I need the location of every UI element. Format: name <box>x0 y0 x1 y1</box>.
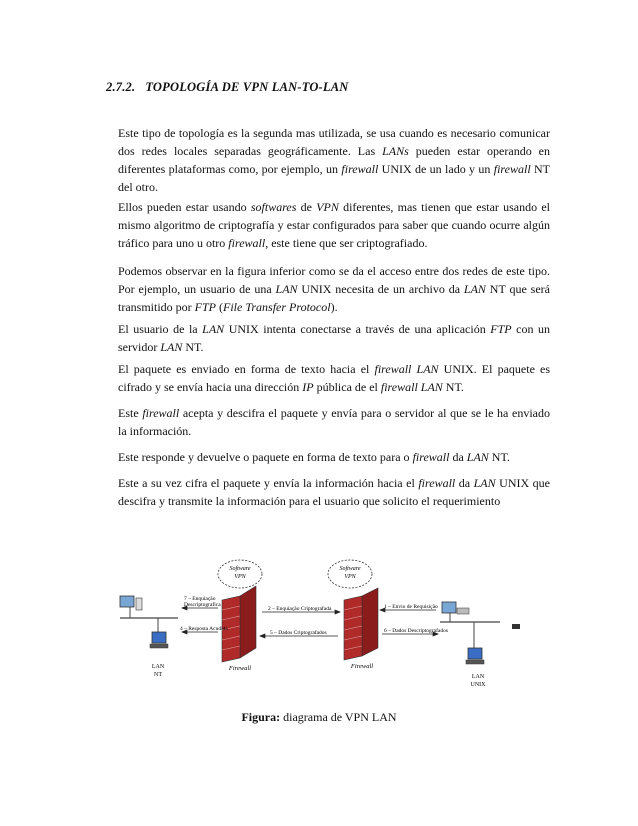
text-run: NT. <box>182 340 204 354</box>
text-run: ( <box>216 300 224 314</box>
italic-term: LAN <box>275 282 298 296</box>
vpn-diagram <box>100 556 540 696</box>
italic-term: LAN <box>473 476 496 490</box>
figure-caption <box>0 710 638 725</box>
cloud-right <box>328 560 372 588</box>
cloud-left-line2: VPN <box>234 574 246 580</box>
text-run: Este tipo de topología es la segunda mas utilizada, se usa cuando es necesario comunicar dos redes locales separadas geográficamente. Las <box>118 126 550 158</box>
text-run: Este responde y devuelve o paquete en forma de texto para o <box>118 450 413 464</box>
lan-left-network <box>120 596 178 678</box>
italic-term: LAN <box>160 340 183 354</box>
arrow-6: 6 – Dados Descriptografados <box>384 628 448 634</box>
italic-term: firewall <box>418 476 456 490</box>
arrow-7-line2: Descriptografica <box>184 602 221 608</box>
text-run: NT que será transmitido por <box>118 282 550 314</box>
firewall-left-label: Firewall <box>228 665 252 672</box>
text-run: ). <box>330 300 338 314</box>
text-run: El paquete es enviado en forma de texto hacia el <box>118 362 375 376</box>
text-run: UNIX intenta conectarse a través de una aplicación <box>224 322 491 336</box>
text-run: este tiene que ser criptografiado. <box>268 236 428 250</box>
firewall-right-label: Firewall <box>350 663 374 670</box>
section-heading <box>106 80 349 95</box>
firewall-right <box>344 588 378 670</box>
italic-term: firewall <box>374 362 412 376</box>
text-run: Este <box>118 406 143 420</box>
section-title: TOPOLOGÍA DE VPN LAN-TO-LAN <box>145 80 349 94</box>
italic-term: LAN <box>416 362 439 376</box>
italic-term: LANs <box>382 144 409 158</box>
italic-term: firewall <box>493 162 531 176</box>
paragraph-8 <box>118 474 550 510</box>
text-run: da <box>455 476 474 490</box>
text-run: UNIX de un lado y un <box>378 162 494 176</box>
arrow-4: 4 – Resposta Acudida <box>180 626 228 632</box>
cloud-left-line1: Software <box>229 566 251 572</box>
text-run: da <box>449 450 467 464</box>
text-run: acepta y descifra el paquete y envía para o servidor al que se le ha enviado la información. <box>118 406 550 438</box>
text-run: UNIX. El paquete es cifrado y se envía hacia una dirección <box>118 362 551 394</box>
section-number: 2.7.2. <box>106 80 136 94</box>
italic-term: firewall LAN <box>380 380 443 394</box>
paragraph-5 <box>118 360 550 396</box>
cloud-left <box>218 560 262 588</box>
server-icon <box>136 598 142 610</box>
text-run: NT del otro. <box>118 162 551 194</box>
arrow-5: 5 – Dados Criptografados <box>270 630 327 636</box>
arrow-1: 1 – Envio de Requisição <box>384 604 438 610</box>
italic-term: firewall <box>412 450 450 464</box>
caption-text: diagrama de VPN LAN <box>280 710 397 724</box>
lan-right-line2: UNIX <box>470 682 486 688</box>
text-run: El usuario de la <box>118 322 203 336</box>
paragraph-3 <box>118 262 550 316</box>
text-run: Podemos observar en la figura inferior como se da el acceso entre dos redes de este tipo. Por ejemplo, un usuario de una <box>118 264 550 296</box>
italic-term: IP <box>302 380 314 394</box>
arrow-7-line1: 7 – Enquiação <box>184 596 216 602</box>
text-run: NT. <box>442 380 464 394</box>
italic-term: VPN <box>316 200 339 214</box>
text-run: pública de el <box>313 380 381 394</box>
italic-term: File Transfer Protocol <box>223 300 331 314</box>
computer-icon <box>468 648 482 659</box>
italic-term: firewall <box>142 406 180 420</box>
arrow-2: 2 – Enquiação Criptografada <box>268 606 332 612</box>
lan-right-line1: LAN <box>471 674 485 680</box>
text-run: UNIX necesita de un archivo da <box>297 282 464 296</box>
computer-icon <box>120 596 134 607</box>
italic-term: FTP <box>194 300 217 314</box>
cloud-right-line1: Software <box>339 566 361 572</box>
lan-left-line2: NT <box>154 672 162 678</box>
italic-term: LAN <box>466 450 489 464</box>
italic-term: firewall, <box>228 236 269 250</box>
text-run: Este a su vez cifra el paquete y envía la información hacia el <box>118 476 419 490</box>
text-run: pueden estar operando en diferentes plataformas como, por ejemplo, un <box>118 144 550 176</box>
text-run: Ellos pueden estar usando <box>118 200 251 214</box>
text-run: UNIX que descifra y transmite la información para el usuario que solicito el requerimiento <box>118 476 550 508</box>
computer-icon <box>442 602 456 613</box>
paragraph-6 <box>118 404 550 440</box>
italic-term: softwares <box>250 200 297 214</box>
text-run: NT. <box>488 450 510 464</box>
lan-right-network <box>440 602 520 688</box>
text-run: de <box>296 200 317 214</box>
caption-label: Figura: <box>241 710 281 724</box>
device-icon <box>512 624 520 629</box>
paragraph-7 <box>118 448 550 466</box>
cloud-right-line2: VPN <box>344 574 356 580</box>
paragraph-4 <box>118 320 550 356</box>
lan-left-line1: LAN <box>151 664 165 670</box>
printer-icon <box>457 608 469 614</box>
text-run: diferentes, mas tienen que estar usando el mismo algoritmo de criptografía y estar configurados para saber que cuando ocurre algún tráfico para uno u otro <box>118 200 551 250</box>
italic-term: FTP <box>490 322 512 336</box>
text-run: con un servidor <box>118 322 551 354</box>
paragraph-1 <box>118 124 550 196</box>
paragraph-2 <box>118 198 550 252</box>
italic-term: firewall <box>341 162 379 176</box>
italic-term: LAN <box>202 322 225 336</box>
computer-icon <box>152 632 166 643</box>
italic-term: LAN <box>463 282 486 296</box>
